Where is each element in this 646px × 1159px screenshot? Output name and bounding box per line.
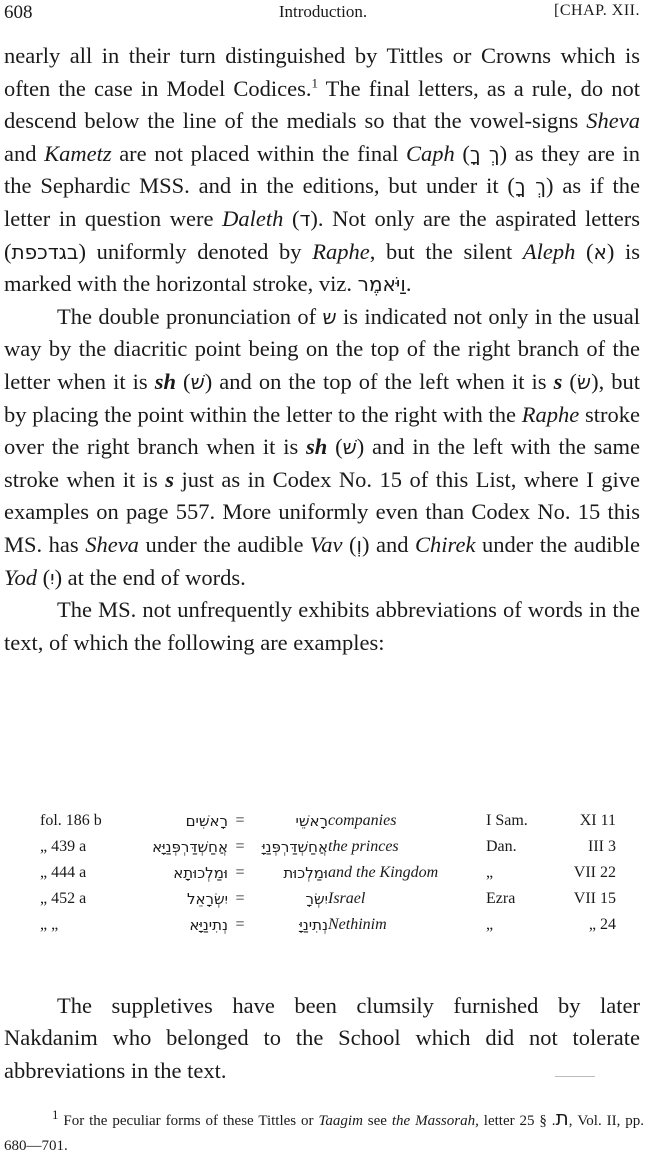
reference-cell: XI 11 (579, 812, 616, 829)
term-daleth: Daleth (222, 205, 284, 231)
text-run: ( (283, 205, 300, 231)
term-yod: Yod (4, 564, 37, 590)
equals-cell: = (235, 812, 245, 829)
text-run: ) and on the top of the left when it is (204, 368, 554, 394)
folio-cell: „ 452 a (40, 890, 87, 907)
hebrew-vayomer: וַיֹּאמֶר (357, 272, 406, 297)
text-run: . § 25, Vol. II, pp. 680—701. (4, 1113, 644, 1154)
folio-cell: „ „ (40, 916, 59, 933)
full-form-cell: אֲחַשְׁדַּרְפְּנַיָּא (152, 838, 228, 856)
hebrew-shin-right: שׁ (190, 369, 205, 394)
term-sh: sh (306, 434, 328, 460)
reference-cell: VII 15 (573, 890, 616, 907)
text-run: ) is marked with the horizontal stroke, viz. (4, 238, 640, 297)
gloss-cell: companies (328, 812, 397, 829)
text-run: ( (562, 368, 577, 394)
text-run: under the audible (138, 531, 311, 557)
text-run: ( (36, 564, 51, 590)
main-text (4, 40, 640, 659)
hebrew-yod: יִ (50, 565, 55, 590)
text-run: under the audible (475, 531, 640, 557)
full-form-cell: נְתִינַיָּא (189, 916, 228, 934)
hebrew-daleth: ד (299, 206, 311, 231)
full-form-cell: רָאשִׁים (185, 812, 228, 830)
text-run: stroke over the right branch when it is (4, 401, 640, 460)
hebrew-vav: וְ (356, 532, 362, 557)
text-run: just as in Codex No. 15 of this List, where I give examples on page 557. More uniformly even than Codex No. 15 this MS. has (4, 466, 640, 557)
text-run: ( (575, 238, 594, 264)
text-run: ) as they are in the Sephardic MSS. and in the editions, but under it ( (4, 140, 640, 199)
text-run: see (362, 1113, 392, 1129)
reference-cell: III 3 (588, 838, 616, 855)
closing-paragraph: The suppletives have been clumsily furnished by later Nakdanim who belonged to the School which did not tolerate abbreviations in the text. (4, 992, 640, 1083)
gloss-cell: Nethinim (328, 916, 387, 933)
text-run: ( (327, 434, 343, 460)
text-run: ). Not only are the aspirated letters ( (4, 205, 640, 264)
footnote (4, 1106, 644, 1159)
full-form-cell: יִשְׂרָאֵל (186, 890, 228, 908)
hebrew-aleph: א (593, 239, 607, 264)
page-number: 608 (4, 2, 33, 23)
abbreviation-cell: אֲחַשְׁדַּרְפְּנַיָּ (262, 838, 328, 856)
paragraph-3: The MS. not unfrequently exhibits abbreviations of words in the text, of which the following are examples: (4, 597, 640, 655)
hebrew-aspirated-letters: בגדכפת (11, 239, 79, 264)
term-taagim: Taagim (318, 1113, 363, 1129)
equals-cell: = (235, 916, 245, 933)
text-run: ) as if the letter in question were (4, 173, 641, 231)
text-run: is indicated not only in the usual way by the diacritic point being on the top of the right branch of the letter when it is (4, 303, 640, 394)
gloss-cell: the princes (328, 838, 399, 855)
text-run: and (4, 140, 45, 166)
term-sheva: Sheva (586, 108, 640, 134)
gloss-cell: and the Kingdom (328, 864, 439, 881)
text-run: ) and (362, 531, 416, 557)
footnote-mark: 1 (52, 1107, 59, 1122)
book-cell: Dan. (486, 838, 517, 855)
reference-cell: VII 22 (573, 864, 616, 881)
term-chirek: Chirek (415, 531, 476, 557)
text-run: ) uniformly denoted by (78, 238, 313, 264)
chapter-label: [CHAP. XII. (554, 2, 640, 19)
reference-cell: „ 24 (588, 916, 616, 933)
term-massorah: the Massorah, (391, 1113, 479, 1129)
abbreviation-cell: יִשְׂרָ (305, 890, 328, 908)
text-run: ), but by placing the point within the letter to the right with the (4, 368, 641, 427)
text-run: ( (342, 531, 357, 557)
abbreviation-cell: וּמַלְכוּת (283, 864, 328, 882)
text-run: , but the silent (369, 238, 523, 264)
text-run: For the peculiar forms of these Tittles or (58, 1113, 319, 1129)
text-run: The double pronunciation of (57, 303, 323, 329)
hebrew-sin-left: שׂ (576, 369, 592, 394)
hebrew-caph-under: ךְ ךָ (514, 174, 546, 199)
hebrew-shin: ש (322, 304, 337, 329)
abbreviation-cell: נְתִינַיָּ (299, 916, 328, 934)
term-raphe: Raphe (312, 238, 370, 264)
text-run: nearly all in their turn distinguished by Tittles or Crowns which is often the case in Model Codices. (4, 43, 640, 101)
book-cell: I Sam. (486, 812, 528, 829)
table-row (40, 834, 616, 860)
hebrew-shin-raphe: שׁ (342, 435, 357, 460)
gloss-cell: Israel (328, 890, 366, 907)
text-run: ) and in the left with the same stroke when it is (4, 434, 640, 492)
term-sh: sh (154, 368, 176, 394)
running-header (0, 2, 646, 28)
book-cell: Ezra (486, 890, 516, 907)
text-run: are not placed within the final (111, 140, 406, 166)
equals-cell: = (235, 864, 245, 881)
running-title: Introduction. (278, 2, 368, 21)
book-cell: „ (486, 864, 494, 881)
text-run: The final letters, as a rule, do not descend below the line of the medials so that the vowel-signs (4, 75, 640, 134)
paragraph-1 (4, 40, 640, 301)
term-kametz: Kametz (44, 140, 112, 166)
term-s: s (553, 368, 563, 394)
text-run: letter (478, 1113, 520, 1129)
abbreviation-cell: רָאשֵׁי (295, 812, 328, 830)
term-raphe: Raphe (521, 401, 580, 427)
term-caph: Caph (405, 140, 455, 166)
equals-cell: = (235, 838, 245, 855)
divider (555, 1076, 595, 1077)
table-row (40, 886, 616, 912)
folio-cell: „ 439 a (40, 838, 87, 855)
full-form-cell: וּמַלְכוּתָא (173, 864, 228, 882)
hebrew-caph: ךְ ךָ (469, 141, 500, 166)
text-run: ( (454, 140, 470, 166)
book-cell: „ (486, 916, 494, 933)
paragraph-2 (4, 301, 640, 594)
term-sheva: Sheva (85, 531, 139, 557)
equals-cell: = (235, 890, 245, 907)
term-aleph: Aleph (522, 238, 576, 264)
abbreviation-examples-table (40, 808, 616, 938)
footnote-ref: 1 (311, 75, 318, 91)
folio-cell: fol. 186 b (40, 812, 102, 829)
table-row (40, 808, 616, 834)
table-row (40, 912, 616, 938)
text-run: ( (176, 368, 191, 394)
text-run: ) at the end of words. (54, 564, 246, 590)
text-run: . (405, 271, 412, 297)
table-row (40, 860, 616, 886)
term-vav: Vav (310, 531, 343, 557)
folio-cell: „ 444 a (40, 864, 87, 881)
term-s: s (165, 466, 174, 492)
hebrew-tav: ת (555, 1106, 569, 1130)
